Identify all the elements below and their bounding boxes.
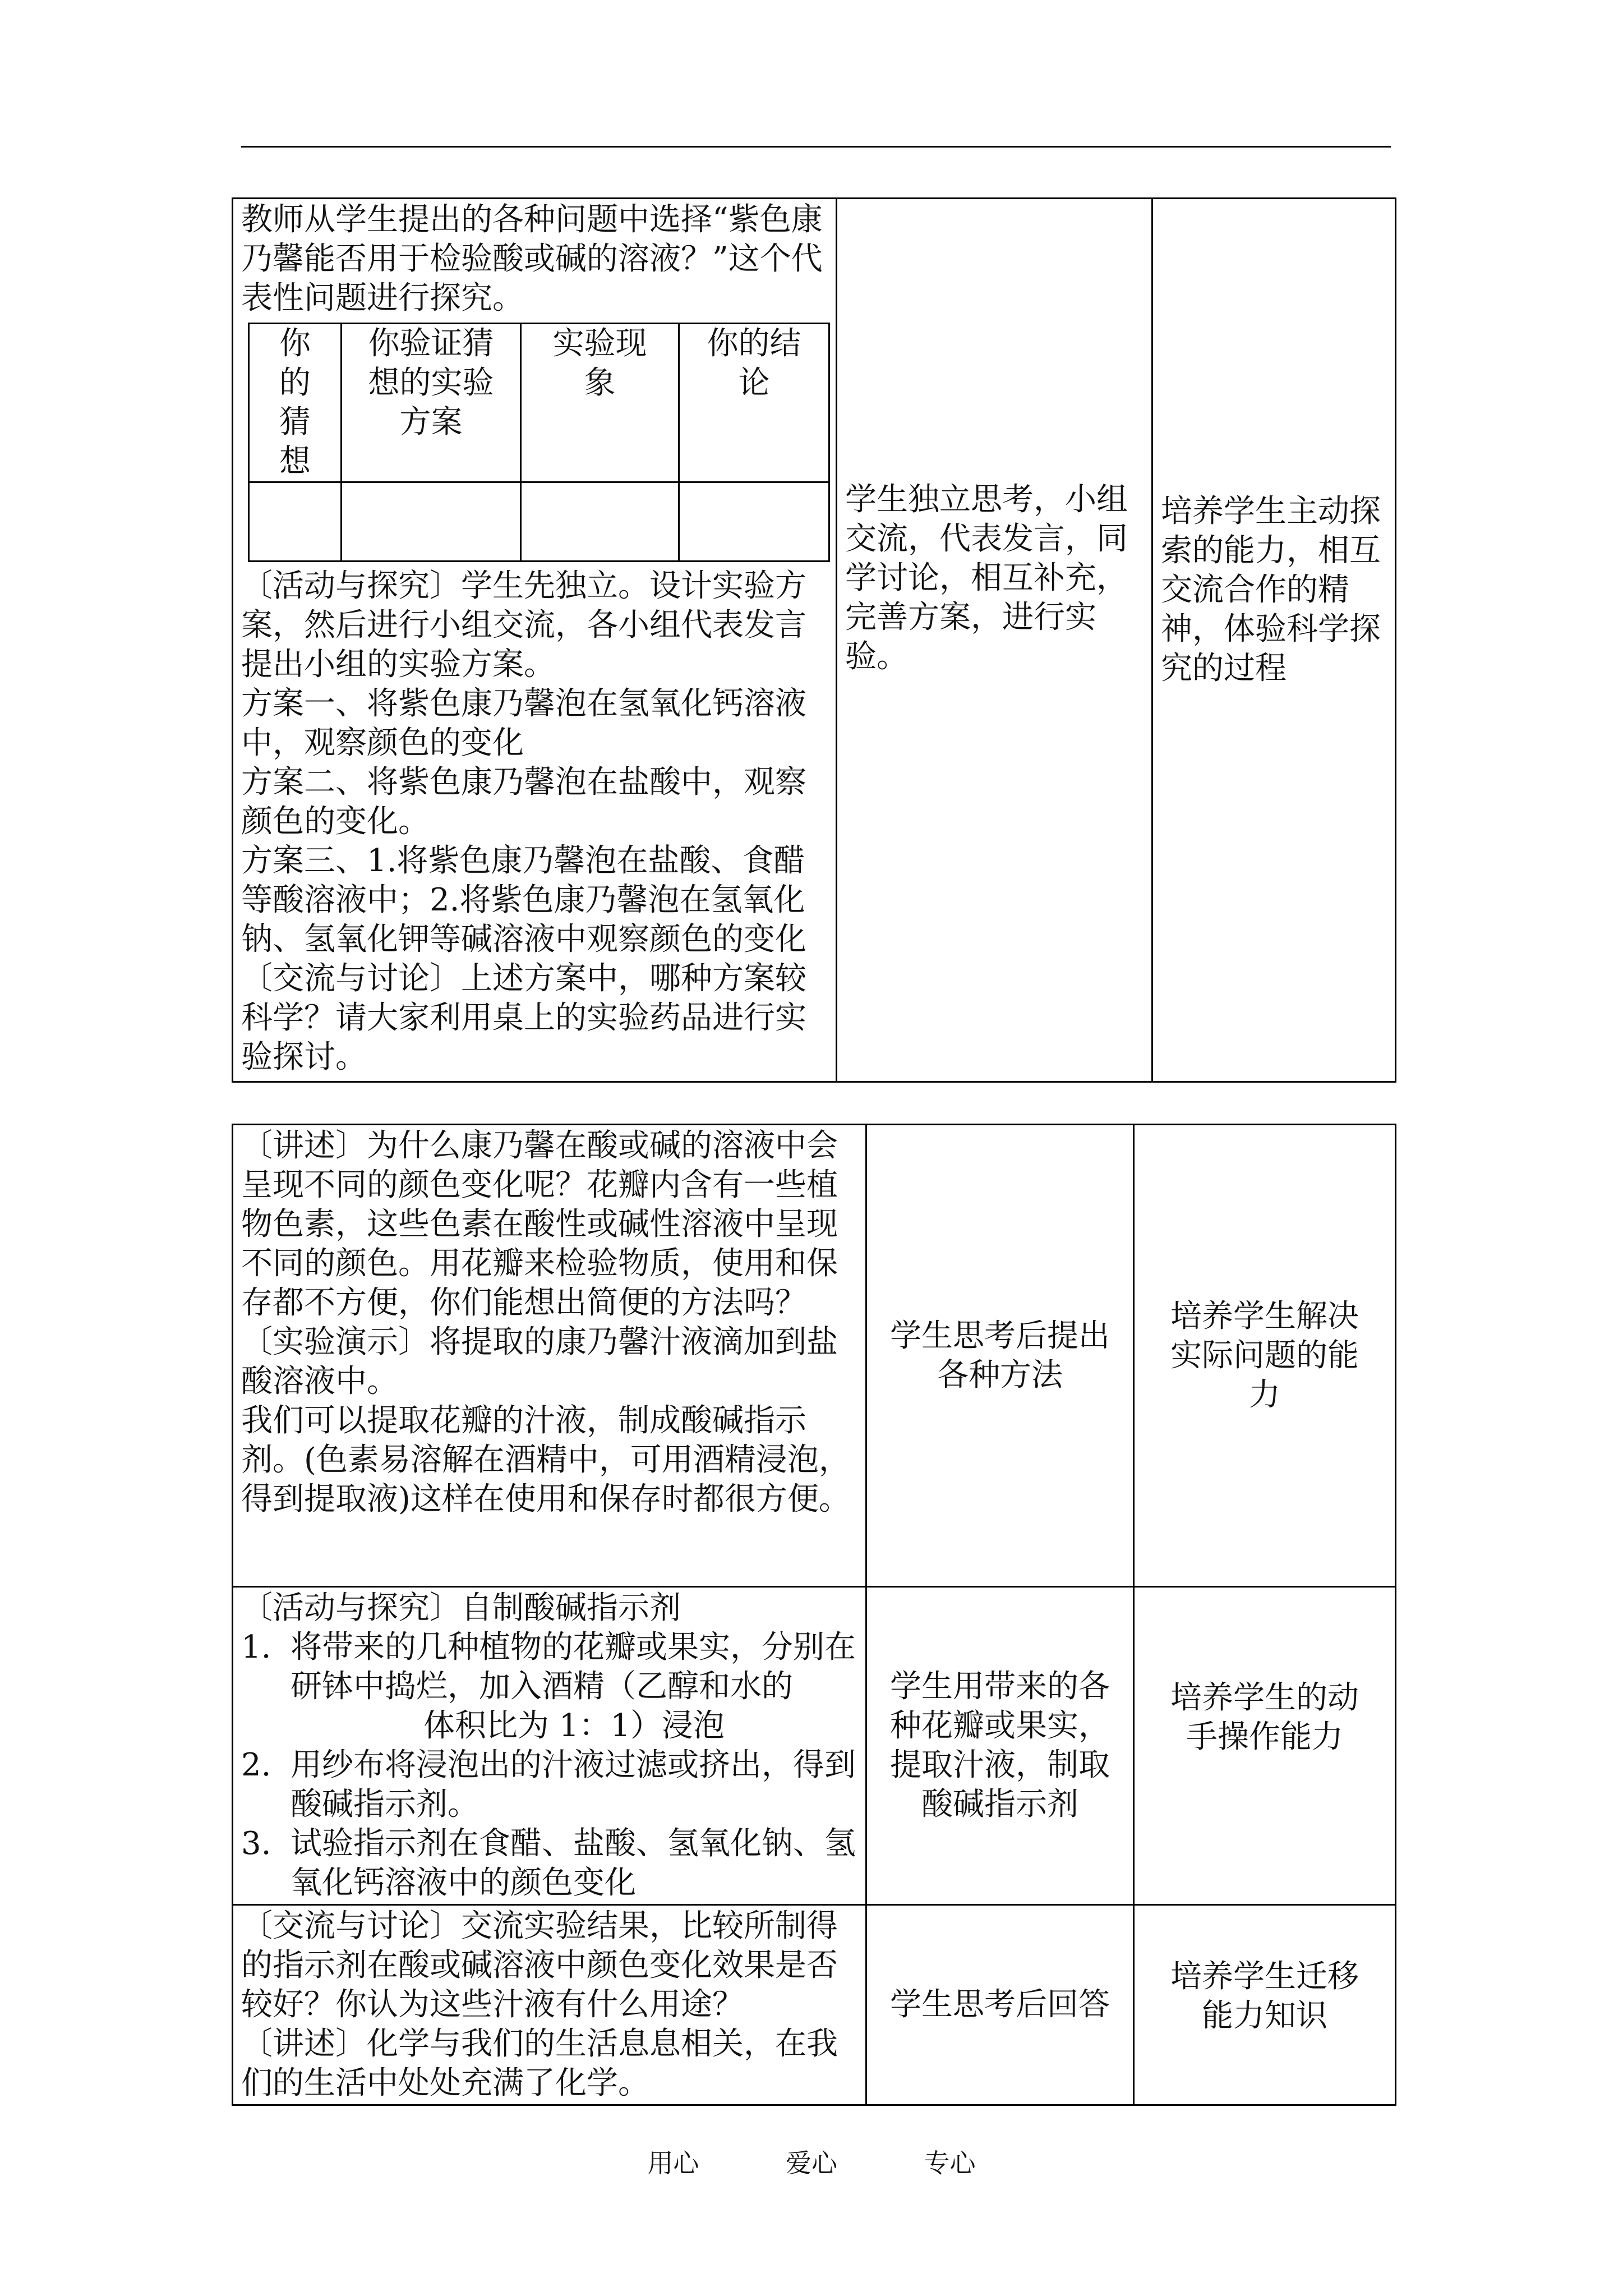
page-footer (0, 2143, 1623, 2180)
activity-paragraph: 〔活动与探究〕学生先独立。设计实验方案，然后进行小组交流，各小组代表发言提出小组的实验方案。 (241, 568, 806, 683)
step-text: 试验指示剂在食醋、盐酸、氢氧化钠、氢氧化钙溶液中的颜色变化 (291, 1825, 856, 1901)
student-activity-cell (866, 1125, 1134, 1587)
header-guess: 你的猜想 (249, 324, 342, 482)
discussion-paragraph: 〔交流与讨论〕交流实验结果，比较所制得的指示剂在酸或碱溶液中颜色变化效果是否较好？你认为这些汁液有什么用途？ (241, 1908, 838, 2023)
lesson-table-1 (232, 197, 1396, 1083)
header-plan: 你验证猜想的实验方案 (342, 324, 521, 482)
lecture-paragraph: 〔讲述〕为什么康乃馨在酸或碱的溶液中会呈现不同的颜色变化呢？花瓣内含有一些植物色素，这些色素在酸性或碱性溶液中呈现不同的颜色。用花瓣来检验物质，使用和保存都不方便，你们能想出简便的方法吗？ (241, 1128, 838, 1321)
teacher-activity-cell (233, 199, 837, 1082)
blank-cell[interactable] (342, 482, 521, 562)
header-rule (241, 146, 1391, 148)
footer-word: 专心 (924, 2148, 976, 2178)
design-purpose-cell (1134, 1587, 1396, 1905)
header-conclusion: 你的结论 (679, 324, 829, 482)
step-item (241, 1746, 857, 1824)
step-text: 用纱布将浸泡出的汁液过滤或挤出，得到酸碱指示剂。 (291, 1747, 856, 1823)
step-number: 2. (241, 1747, 271, 1783)
step-item (241, 1628, 857, 1746)
student-activity-cell (866, 1587, 1134, 1905)
lecture-paragraph: 〔讲述〕化学与我们的生活息息相关，在我们的生活中处处充满了化学。 (241, 2026, 838, 2101)
student-activity-text: 学生思考后回答 (890, 1986, 1110, 2023)
student-activity-cell (837, 199, 1152, 1082)
teacher-activity-cell (233, 1125, 866, 1587)
header-phenomenon: 实验现象 (521, 324, 679, 482)
inquiry-record-table (248, 323, 830, 562)
student-activity-cell (866, 1905, 1134, 2105)
blank-cell[interactable] (679, 482, 829, 562)
design-purpose-text: 培养学生的动手操作能力 (1170, 1680, 1359, 1755)
step-text: 将带来的几种植物的花瓣或果实，分别在研钵中捣烂，加入酒精（乙醇和水的 (291, 1629, 856, 1705)
step-number: 3. (241, 1825, 271, 1862)
student-activity-text: 学生思考后提出各种方法 (890, 1317, 1110, 1393)
step-text-continued: 体积比为 1：1）浸泡 (423, 1708, 725, 1744)
plan-one: 方案一、将紫色康乃馨泡在氢氧化钙溶液中，观察颜色的变化 (241, 685, 806, 761)
discussion-paragraph: 〔交流与讨论〕上述方案中，哪种方案较科学？请大家利用桌上的实验药品进行实验探讨。 (241, 960, 806, 1075)
student-activity-text: 学生独立思考，小组交流，代表发言，同学讨论，相互补充，完善方案，进行实验。 (845, 481, 1128, 675)
teacher-activity-cell (233, 1905, 866, 2105)
design-purpose-text: 培养学生解决实际问题的能力 (1170, 1297, 1359, 1413)
footer-word: 用心 (647, 2148, 699, 2178)
plan-three: 方案三、1.将紫色康乃馨泡在盐酸、食醋等酸溶液中；2.将紫色康乃馨泡在氢氧化钠、氢氧化钾等碱溶液中观察颜色的变化 (241, 843, 806, 958)
plan-two: 方案二、将紫色康乃馨泡在盐酸中，观察颜色的变化。 (241, 764, 806, 840)
activity-title: 〔活动与探究〕自制酸碱指示剂 (241, 1590, 681, 1626)
extract-paragraph: 我们可以提取花瓣的汁液，制成酸碱指示剂。(色素易溶解在酒精中，可用酒精浸泡，得到提取液)这样在使用和保存时都很方便。 (241, 1402, 850, 1517)
step-number: 1. (241, 1629, 271, 1665)
intro-text: 教师从学生提出的各种问题中选择“紫色康乃馨能否用于检验酸或碱的溶液？”这个代表性问题进行探究。 (241, 201, 823, 316)
footer-word: 爱心 (786, 2148, 837, 2178)
teacher-activity-cell (233, 1587, 866, 1905)
step-item (241, 1824, 857, 1903)
student-activity-text: 学生用带来的各种花瓣或果实，提取汁液，制取酸碱指示剂 (890, 1668, 1110, 1823)
design-purpose-text: 培养学生主动探索的能力，相互交流合作的精神，体验科学探究的过程 (1161, 493, 1381, 687)
blank-cell[interactable] (521, 482, 679, 562)
lesson-table-2 (232, 1124, 1396, 2106)
blank-cell[interactable] (249, 482, 342, 562)
design-purpose-cell (1134, 1905, 1396, 2105)
design-purpose-text: 培养学生迁移能力知识 (1170, 1958, 1359, 2034)
design-purpose-cell (1152, 199, 1396, 1082)
design-purpose-cell (1134, 1125, 1396, 1587)
demo-paragraph: 〔实验演示〕将提取的康乃馨汁液滴加到盐酸溶液中。 (241, 1324, 838, 1400)
